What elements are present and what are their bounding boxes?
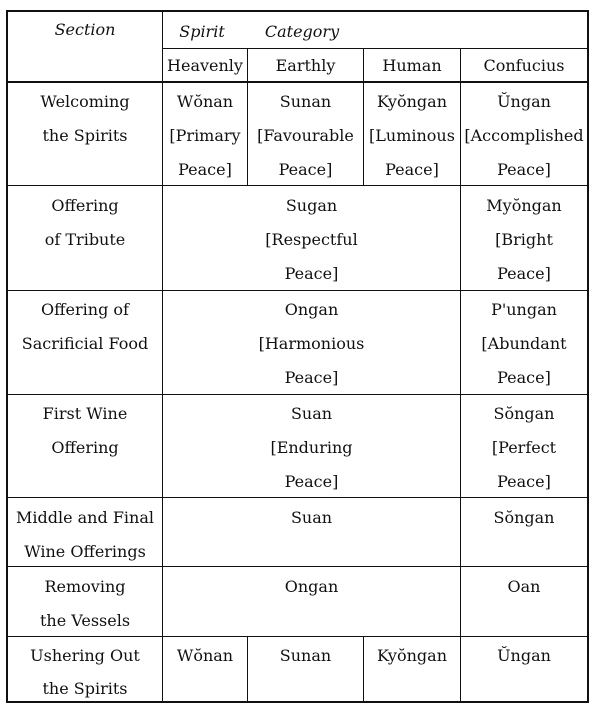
row3-spirits-line3: Peace]	[284, 368, 339, 387]
row3-confucius-line3: Peace]	[497, 368, 551, 387]
row6-section-line1: Removing	[44, 577, 126, 596]
row4-section-line2: Offering	[51, 438, 119, 457]
row2-confucius-line2: [Bright	[495, 230, 553, 249]
row5-section-line1: Middle and Final	[15, 508, 154, 527]
header-category-label: Category	[264, 22, 340, 41]
row1-section-line1: Welcoming	[40, 92, 130, 111]
row7-confucius-line1: Ŭngan	[497, 646, 551, 665]
row4-spirits-line1: Suan	[290, 404, 333, 423]
row1-heavenly-line1: Wŏnan	[176, 92, 234, 111]
row4-confucius-line1: Sŏngan	[493, 404, 555, 423]
header-earthly: Earthly	[275, 56, 336, 75]
row2-confucius-line1: Myŏngan	[486, 196, 562, 215]
row1-confucius-line3: Peace]	[497, 160, 551, 179]
row6-confucius-line1: Oan	[507, 577, 541, 596]
row7-human-line1: Kyŏngan	[377, 646, 447, 665]
row1-confucius-line2: [Accomplished	[464, 126, 584, 145]
row4-section-line1: First Wine	[42, 404, 128, 423]
header-confucius: Confucius	[483, 56, 565, 75]
row4-confucius-line3: Peace]	[497, 472, 551, 491]
row4-confucius-line2: [Perfect	[491, 438, 557, 457]
row1-earthly-line3: Peace]	[278, 160, 333, 179]
header-heavenly: Heavenly	[167, 56, 243, 75]
row5-confucius-line1: Sŏngan	[493, 508, 555, 527]
row2-section-line2: of Tribute	[44, 230, 126, 249]
row1-confucius-line1: Ŭngan	[497, 92, 551, 111]
row3-confucius-line2: [Abundant	[481, 334, 567, 353]
header-spirit-label: Spirit	[179, 22, 225, 41]
row7-section-line1: Ushering Out	[30, 646, 140, 665]
row1-human-line3: Peace]	[385, 160, 439, 179]
row1-earthly-line1: Sunan	[279, 92, 332, 111]
row2-spirits-line3: Peace]	[284, 264, 339, 283]
row1-earthly-line2: [Favourable	[257, 126, 354, 145]
row2-section-line1: Offering	[51, 196, 119, 215]
row2-spirits-line2: [Respectful	[265, 230, 358, 249]
row4-spirits-line2: [Enduring	[270, 438, 353, 457]
row3-confucius-line1: P'ungan	[491, 300, 557, 319]
row5-spirits-line1: Suan	[290, 508, 333, 527]
ritual-music-table	[6, 10, 589, 703]
row6-spirits-line1: Ongan	[284, 577, 339, 596]
row3-spirits-line1: Ongan	[284, 300, 339, 319]
row2-confucius-line3: Peace]	[497, 264, 551, 283]
row4-spirits-line3: Peace]	[284, 472, 339, 491]
row3-section-line2: Sacrificial Food	[21, 334, 149, 353]
row3-spirits-line2: [Harmonious	[258, 334, 365, 353]
row1-human-line1: Kyŏngan	[377, 92, 447, 111]
row1-human-line2: [Luminous	[369, 126, 455, 145]
row1-heavenly-line2: [Primary	[169, 126, 241, 145]
row7-heavenly-line1: Wŏnan	[176, 646, 234, 665]
header-human: Human	[382, 56, 442, 75]
row6-section-line2: the Vessels	[39, 611, 131, 630]
row5-section-line2: Wine Offerings	[24, 542, 146, 561]
row2-spirits-line1: Sugan	[285, 196, 338, 215]
row7-earthly-line1: Sunan	[279, 646, 332, 665]
row1-section-line2: the Spirits	[42, 126, 128, 145]
header-section-label: Section	[54, 20, 116, 39]
row7-section-line2: the Spirits	[42, 679, 128, 698]
row1-heavenly-line3: Peace]	[178, 160, 232, 179]
row3-section-line1: Offering of	[41, 300, 129, 319]
